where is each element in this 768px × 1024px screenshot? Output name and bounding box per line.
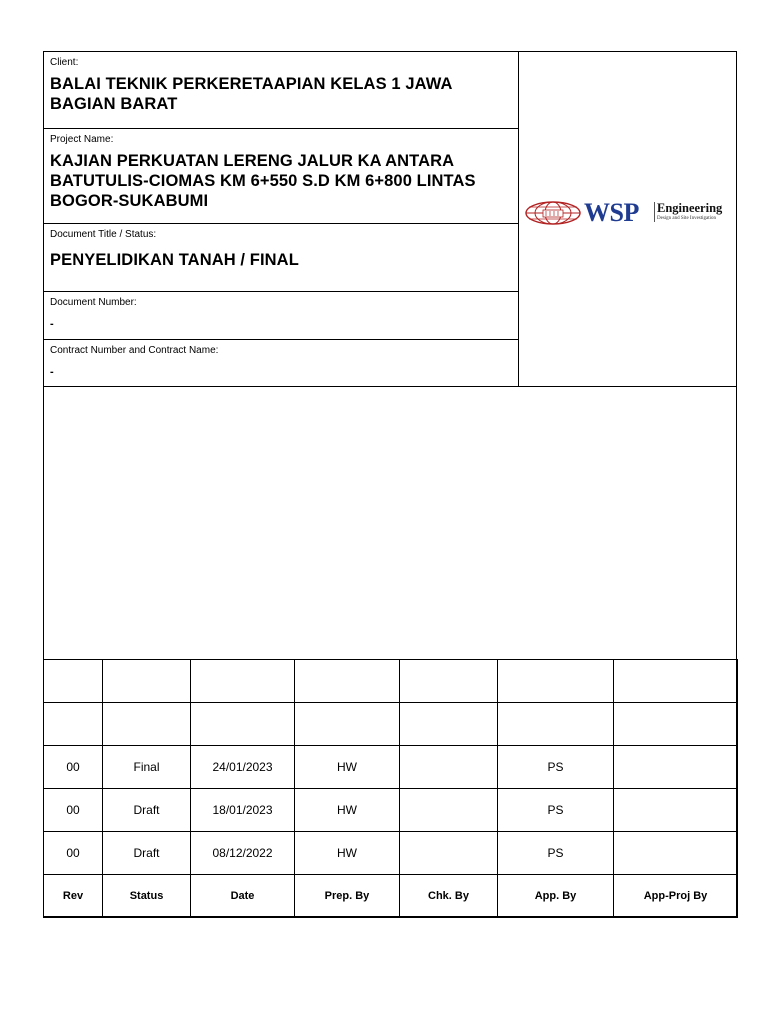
info-column [44,52,519,386]
client-label: Client: [50,57,79,68]
table-cell [498,703,614,746]
client-value: BALAI TEKNIK PERKERETAAPIAN KELAS 1 JAWA BAGIAN BARAT [50,75,452,113]
project-field [44,129,518,224]
table-cell [44,660,103,703]
table-cell [614,660,738,703]
project-value: KAJIAN PERKUATAN LERENG JALUR KA ANTARA BATUTULIS-CIOMAS KM 6+550 S.D KM 6+800 LINTAS BOGOR-SUKABUMI [50,152,476,210]
section-divider [44,386,736,387]
table-cell: 18/01/2023 [191,789,295,832]
document-number-field [44,292,518,340]
table-cell [400,703,498,746]
table-cell [614,832,738,875]
revision-table [43,659,738,918]
document-number-value: - [50,318,54,330]
table-cell [295,703,400,746]
logo-tagline: Engineering [657,201,723,215]
table-cell [400,660,498,703]
logo-cell [519,52,736,386]
table-cell [614,746,738,789]
logo-brand: WSP [584,198,639,227]
table-cell: 08/12/2022 [191,832,295,875]
table-cell: PS [498,746,614,789]
table-row [44,832,738,875]
table-cell [191,660,295,703]
document-title-label: Document Title / Status: [50,229,157,240]
document-title-field [44,224,518,292]
table-cell: 00 [44,789,103,832]
document-title-value: PENYELIDIKAN TANAH / FINAL [50,251,299,269]
table-header-cell: Rev [44,875,103,918]
table-cell [498,660,614,703]
table-cell: 24/01/2023 [191,746,295,789]
table-cell: HW [295,746,400,789]
logo-divider [654,202,655,222]
document-number-label: Document Number: [50,297,137,308]
project-label: Project Name: [50,134,114,145]
table-cell: Draft [103,789,191,832]
table-row [44,746,738,789]
client-field [44,52,518,129]
globe-emblem-icon [525,198,581,228]
table-cell [103,660,191,703]
table-header-cell: Date [191,875,295,918]
table-cell: HW [295,789,400,832]
table-cell: 00 [44,746,103,789]
table-cell: PS [498,832,614,875]
table-cell: 00 [44,832,103,875]
table-cell [614,703,738,746]
wsp-logo [525,198,731,228]
table-cell: Draft [103,832,191,875]
table-header-cell: Status [103,875,191,918]
table-header-cell: App-Proj By [614,875,738,918]
table-cell [400,832,498,875]
table-row [44,660,738,703]
table-cell [44,703,103,746]
table-header-cell: Prep. By [295,875,400,918]
contract-field [44,340,518,386]
table-cell [103,703,191,746]
table-row [44,703,738,746]
logo-subtitle: Design and Site Investigation [657,216,717,221]
table-header-row [44,875,738,918]
table-cell [400,746,498,789]
table-cell: PS [498,789,614,832]
title-sheet [43,51,737,917]
table-header-cell: Chk. By [400,875,498,918]
table-header-cell: App. By [498,875,614,918]
table-cell: HW [295,832,400,875]
contract-label: Contract Number and Contract Name: [50,345,219,356]
table-cell [191,703,295,746]
table-row [44,789,738,832]
table-cell [400,789,498,832]
table-cell: Final [103,746,191,789]
table-cell [614,789,738,832]
contract-value: - [50,366,54,378]
table-cell [295,660,400,703]
